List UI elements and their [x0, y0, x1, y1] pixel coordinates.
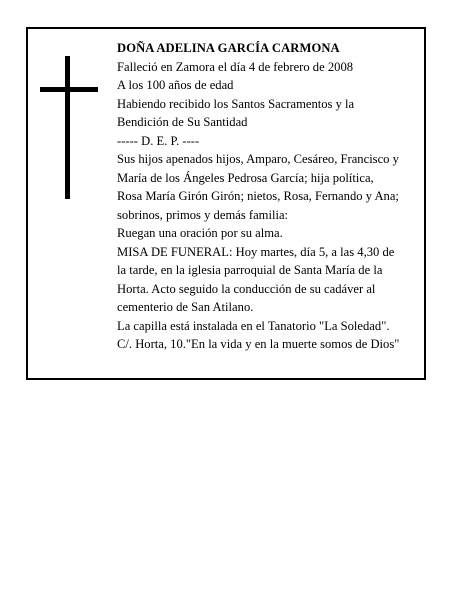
notice-line: Sus hijos apenados hijos, Amparo, Cesáreo, Francisco y [117, 152, 399, 166]
cross-vertical-bar [65, 56, 70, 199]
notice-line: Rosa María Girón Girón; nietos, Rosa, Fernando y Ana; [117, 189, 399, 203]
rip-line: ----- D. E. P. ---- [117, 133, 200, 148]
chapel-line: La capilla está instalada en el Tanatorio "La Soledad". [117, 318, 390, 333]
cross-horizontal-bar [40, 87, 98, 92]
notice-line: Ruegan una oración por su alma. [117, 226, 283, 240]
notice-line: Falleció en Zamora el día 4 de febrero de 2008 [117, 59, 354, 74]
deceased-name: DOÑA ADELINA GARCÍA CARMONA [117, 41, 340, 55]
notice-line: A los 100 años de edad [117, 78, 234, 92]
notice-line: Bendición de Su Santidad [117, 115, 248, 129]
notice-line: cementerio de San Atilano. [117, 300, 254, 314]
notice-line: Habiendo recibido los Santos Sacramentos y la [117, 96, 355, 111]
latin-cross-icon [40, 56, 98, 199]
funeral-mass-line: MISA DE FUNERAL: Hoy martes, día 5, a las 4,30 de [117, 244, 395, 259]
notice-text [117, 39, 427, 354]
notice-line: la tarde, en la iglesia parroquial de Santa María de la [117, 263, 383, 277]
notice-line: María de los Ángeles Pedrosa García; hija política, [117, 170, 374, 185]
obituary-notice [26, 27, 426, 380]
notice-line: sobrinos, primos y demás familia: [117, 207, 289, 222]
notice-line: Horta. Acto seguido la conducción de su cadáver al [117, 281, 376, 296]
address-line: C/. Horta, 10."En la vida y en la muerte somos de Dios" [117, 337, 400, 351]
